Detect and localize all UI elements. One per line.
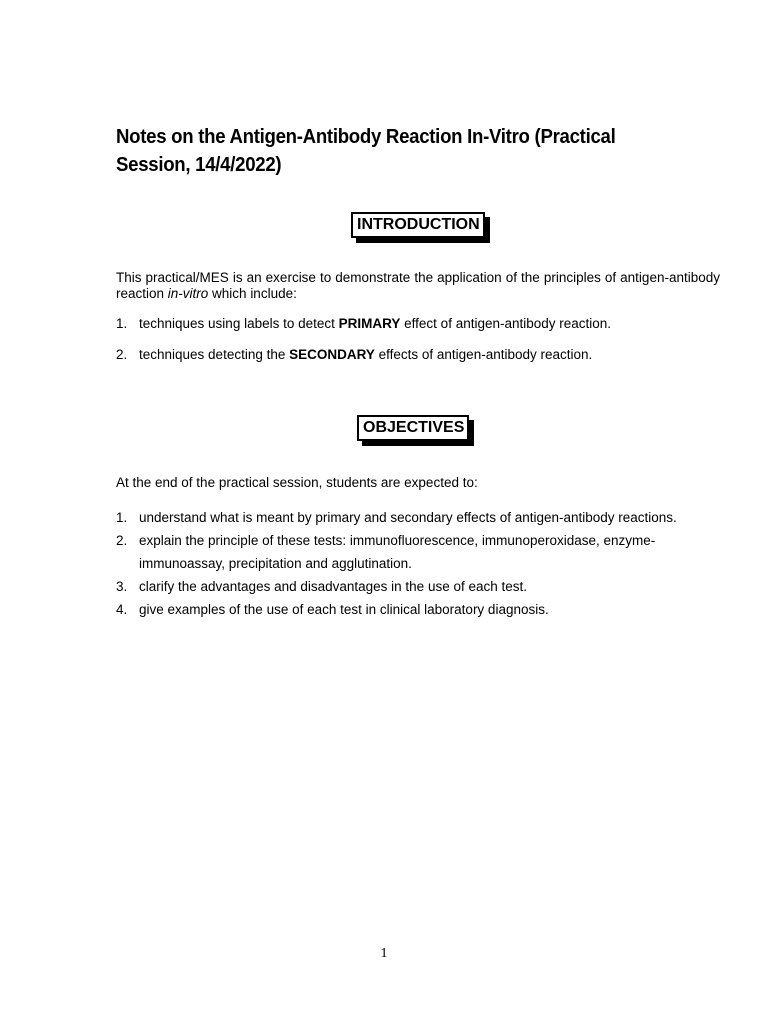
list-item-number: 2. — [116, 533, 128, 548]
list-item-number: 4. — [116, 602, 128, 617]
document-title: Notes on the Antigen-Antibody Reaction In-Vitro (Practical Session, 14/4/2022) — [116, 126, 616, 176]
list-item-text: explain the principle of these tests: immunofluorescence, immunoperoxidase, enzyme-immunoassay, precipitation and agglutination. — [139, 533, 656, 571]
list-item-text: give examples of the use of each test in clinical laboratory diagnosis. — [139, 602, 549, 617]
list-item-number: 3. — [116, 579, 128, 594]
objectives-list — [116, 506, 726, 621]
list-item-text-end: effect of antigen-antibody reaction. — [400, 316, 612, 331]
list-item — [116, 506, 726, 529]
list-item-emphasis: PRIMARY — [338, 316, 401, 331]
list-item-number: 2. — [116, 347, 128, 362]
introduction-paragraph-end: which include: — [208, 286, 297, 301]
introduction-heading: INTRODUCTION — [351, 212, 485, 238]
objectives-intro: At the end of the practical session, students are expected to: — [116, 475, 478, 490]
list-item — [116, 598, 726, 621]
list-item — [116, 575, 726, 598]
list-item-emphasis: SECONDARY — [289, 347, 375, 362]
list-item — [116, 316, 726, 332]
page-number: 1 — [380, 946, 388, 961]
list-item-number: 1. — [116, 510, 128, 525]
list-item-number: 1. — [116, 316, 128, 331]
list-item — [116, 347, 726, 363]
introduction-paragraph — [116, 270, 720, 302]
list-item — [116, 529, 726, 575]
objectives-heading: OBJECTIVES — [357, 415, 469, 441]
list-item-text: techniques detecting the — [139, 347, 290, 362]
introduction-list — [116, 316, 726, 378]
list-item-text-end: effects of antigen-antibody reaction. — [374, 347, 593, 362]
list-item-text: techniques using labels to detect — [139, 316, 339, 331]
list-item-text: clarify the advantages and disadvantages in the use of each test. — [139, 579, 528, 594]
introduction-paragraph-text: This practical/MES is an exercise to demonstrate the application of the principles of antigen-antibody reaction — [116, 270, 720, 301]
list-item-text: understand what is meant by primary and secondary effects of antigen-antibody reactions. — [139, 510, 677, 525]
introduction-paragraph-italic: in-vitro — [167, 286, 209, 301]
